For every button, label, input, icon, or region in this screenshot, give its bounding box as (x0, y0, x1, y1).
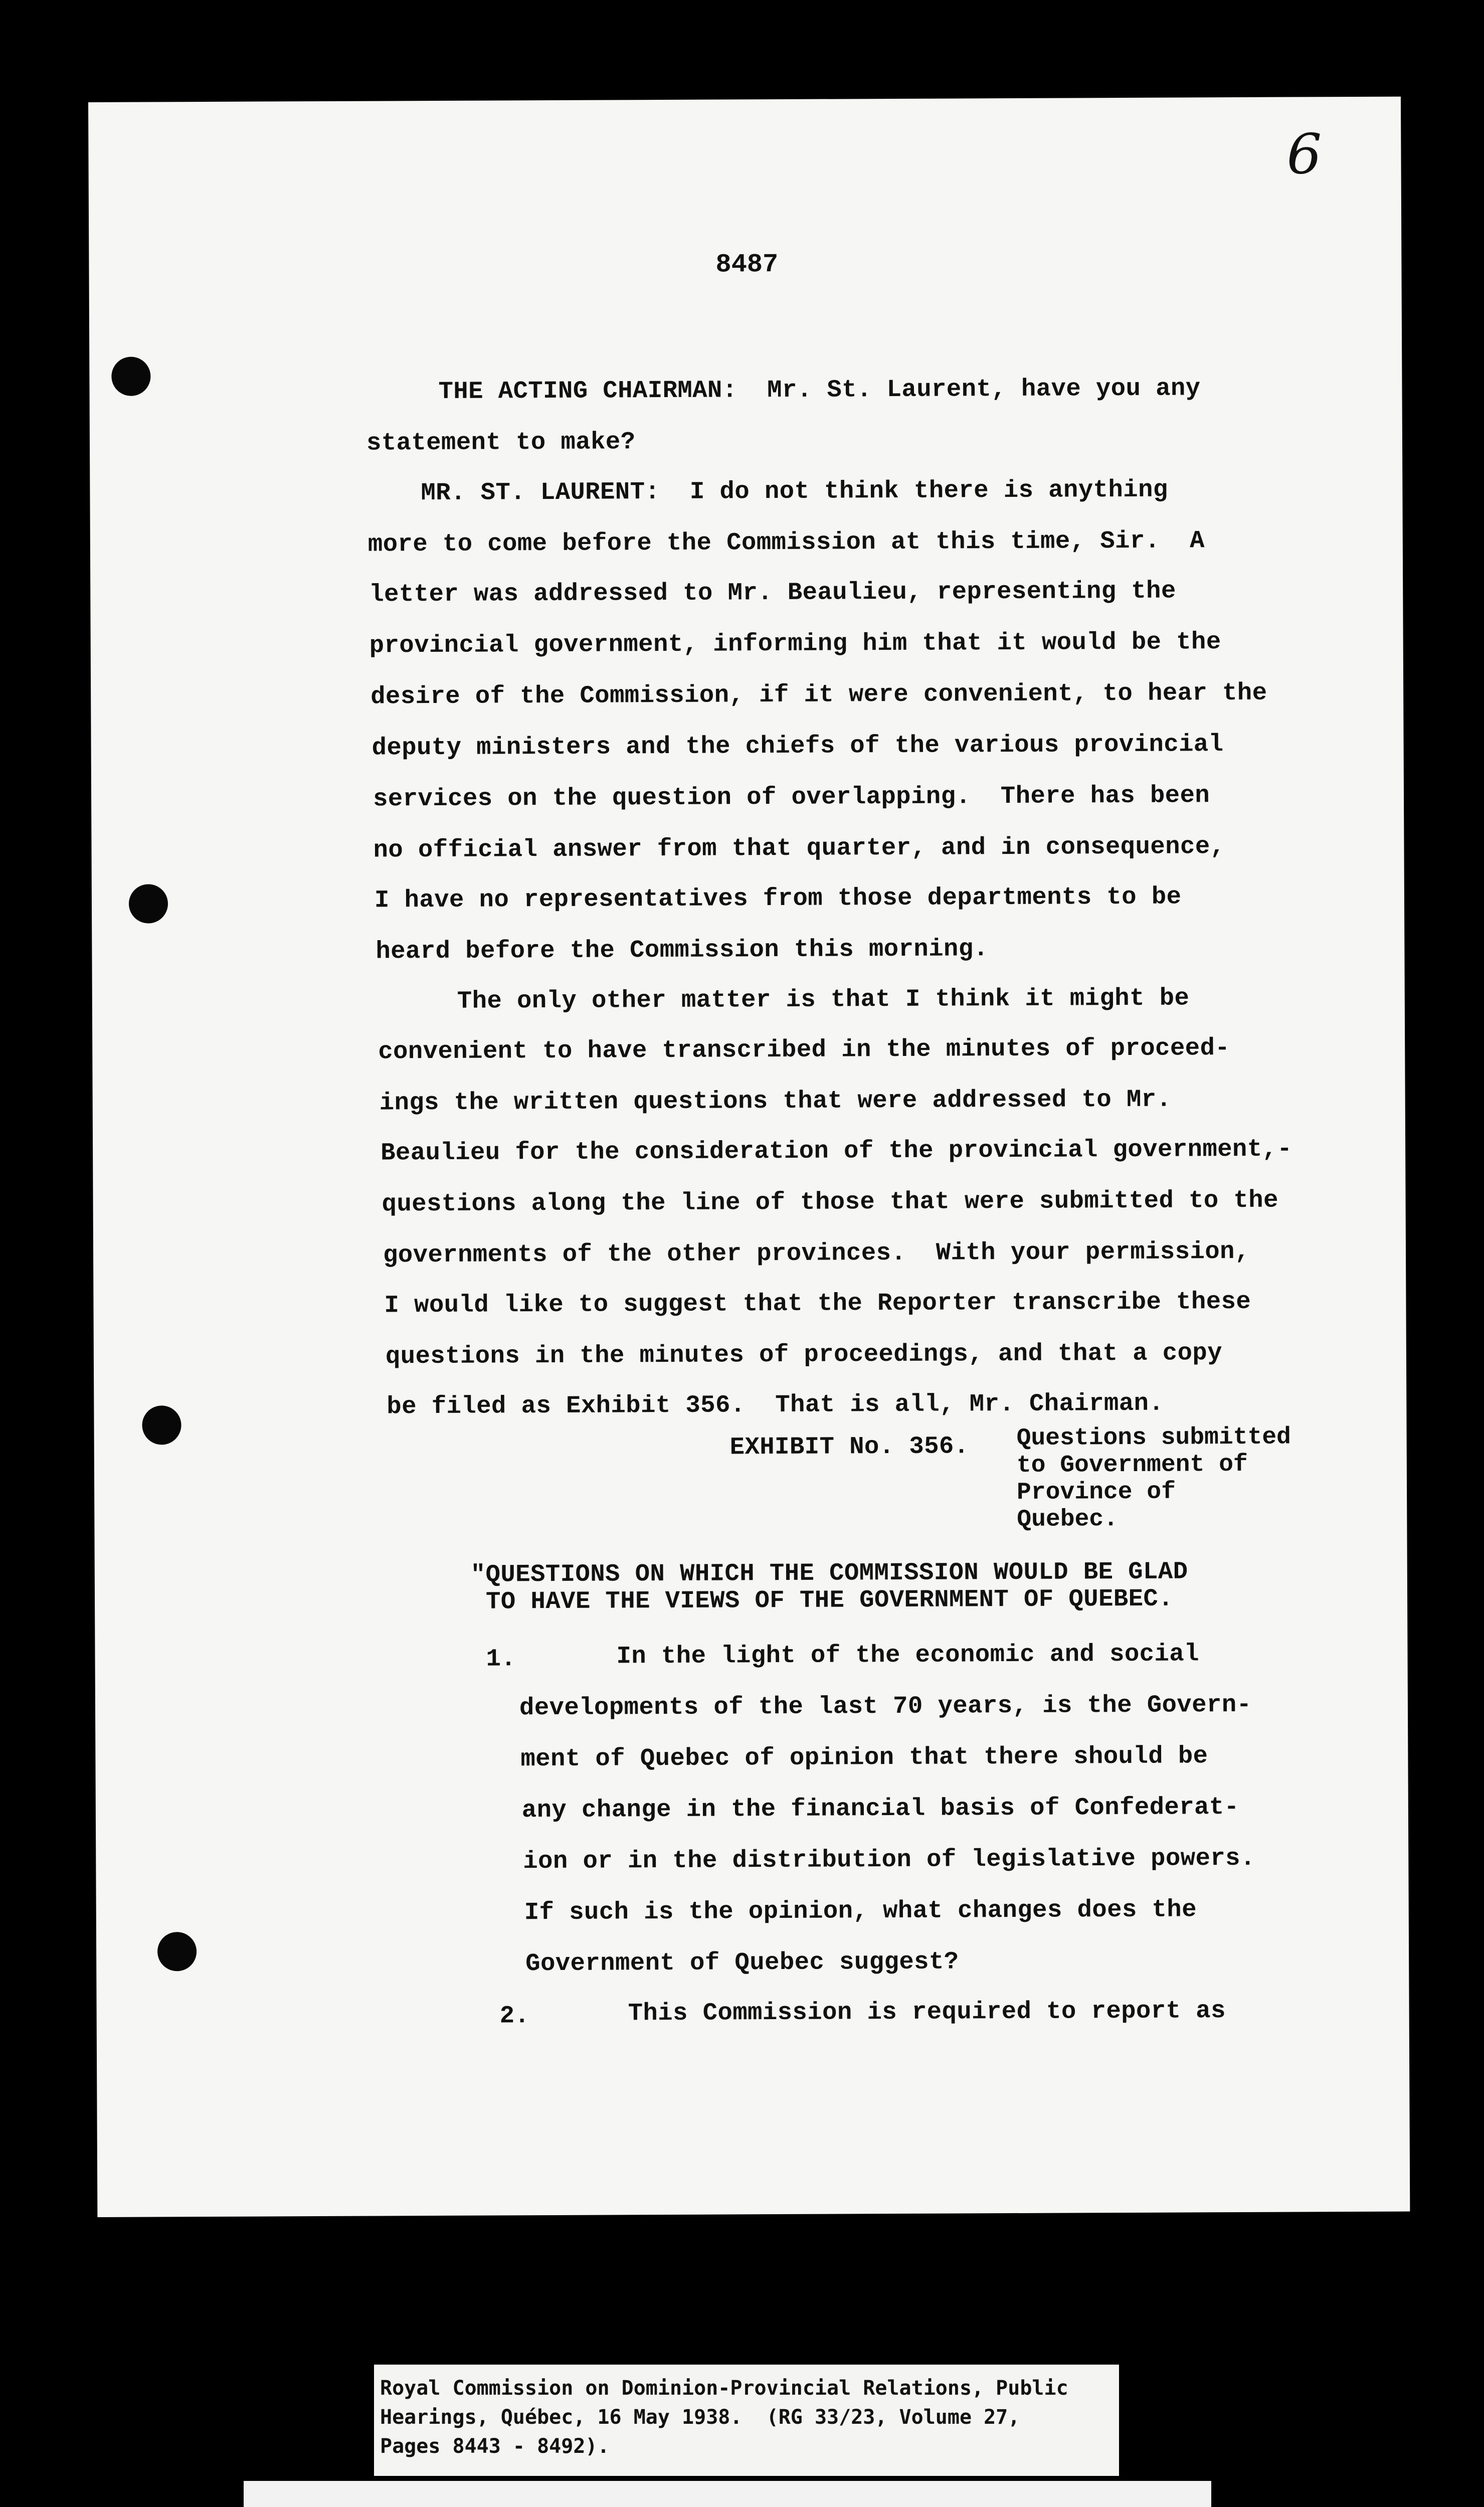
text-line: heard before the Commission this morning. (376, 935, 989, 966)
question-2-number: 2. (499, 2002, 530, 2030)
question-1-line: developments of the last 70 years, is the Govern- (519, 1690, 1252, 1722)
text-line: letter was addressed to Mr. Beaulieu, representing the (369, 577, 1176, 609)
text-line: convenient to have transcribed in the minutes of proceed- (378, 1034, 1230, 1066)
document-page (88, 97, 1410, 2217)
text-line: provincial government, informing him that it would be the (369, 628, 1221, 660)
text-line: deputy ministers and the chiefs of the various provincial (372, 730, 1224, 762)
punch-hole-2 (129, 884, 168, 923)
page-number: 8487 (715, 249, 779, 280)
text-line: THE ACTING CHAIRMAN: Mr. St. Laurent, have you any (438, 374, 1201, 406)
text-line: ings the written questions that were addressed to Mr. (379, 1085, 1172, 1117)
text-line: no official answer from that quarter, and in consequence, (373, 832, 1225, 864)
question-2-line: This Commission is required to report as (628, 1997, 1226, 2028)
reference-label (374, 2365, 1119, 2476)
question-1-line: Government of Quebec suggest? (525, 1947, 959, 1978)
question-1-line: If such is the opinion, what changes does the (524, 1895, 1197, 1927)
text-line: more to come before the Commission at this time, Sir. A (367, 526, 1205, 559)
text-line: MR. ST. LAURENT: I do not think there is anything (421, 475, 1168, 507)
question-1-line: ment of Quebec of opinion that there should be (520, 1742, 1208, 1773)
exhibit-description: Questions submitted to Government of Province of Quebec. (1016, 1423, 1291, 1533)
questions-heading-line: TO HAVE THE VIEWS OF THE GOVERNMENT OF QUEBEC. (485, 1584, 1174, 1616)
question-1-line: In the light of the economic and social (616, 1640, 1200, 1671)
punch-hole-1 (111, 356, 150, 396)
text-line: services on the question of overlapping. There has been (373, 781, 1210, 813)
text-line: statement to make? (366, 428, 636, 457)
text-line: questions in the minutes of proceedings, and that a copy (385, 1339, 1223, 1371)
questions-heading-line: "QUESTIONS ON WHICH THE COMMISSION WOULD BE GLAD (470, 1557, 1188, 1589)
public-archives-stamp (244, 2481, 1211, 2507)
text-line: Beaulieu for the consideration of the provincial government,- (381, 1135, 1292, 1167)
text-line: be filed as Exhibit 356. That is all, Mr. Chairman. (387, 1389, 1164, 1421)
reference-label-line: Royal Commission on Dominion-Provincial Relations, Public (380, 2377, 1068, 2400)
reference-label-line: Hearings, Québec, 16 May 1938. (RG 33/23, Volume 27, (380, 2406, 1020, 2429)
question-1-number: 1. (486, 1645, 516, 1673)
text-line: I would like to suggest that the Reporter transcribe these (384, 1287, 1251, 1320)
text-line: questions along the line of those that were submitted to the (382, 1186, 1278, 1218)
question-1-line: ion or in the distribution of legislative powers. (523, 1844, 1255, 1876)
text-line: desire of the Commission, if it were convenient, to hear the (370, 678, 1267, 711)
text-line: I have no representatives from those departments to be (374, 882, 1182, 915)
reference-label-line: Pages 8443 - 8492). (380, 2435, 610, 2458)
text-line: governments of the other provinces. With your permission, (383, 1237, 1250, 1270)
exhibit-label: EXHIBIT No. 356. (729, 1432, 969, 1462)
punch-hole-4 (157, 1932, 197, 1971)
punch-hole-3 (142, 1405, 181, 1445)
text-line: The only other matter is that I think it might be (457, 984, 1190, 1015)
corner-page-number: 6 (1286, 122, 1322, 187)
question-1-line: any change in the financial basis of Confederat- (521, 1793, 1239, 1825)
